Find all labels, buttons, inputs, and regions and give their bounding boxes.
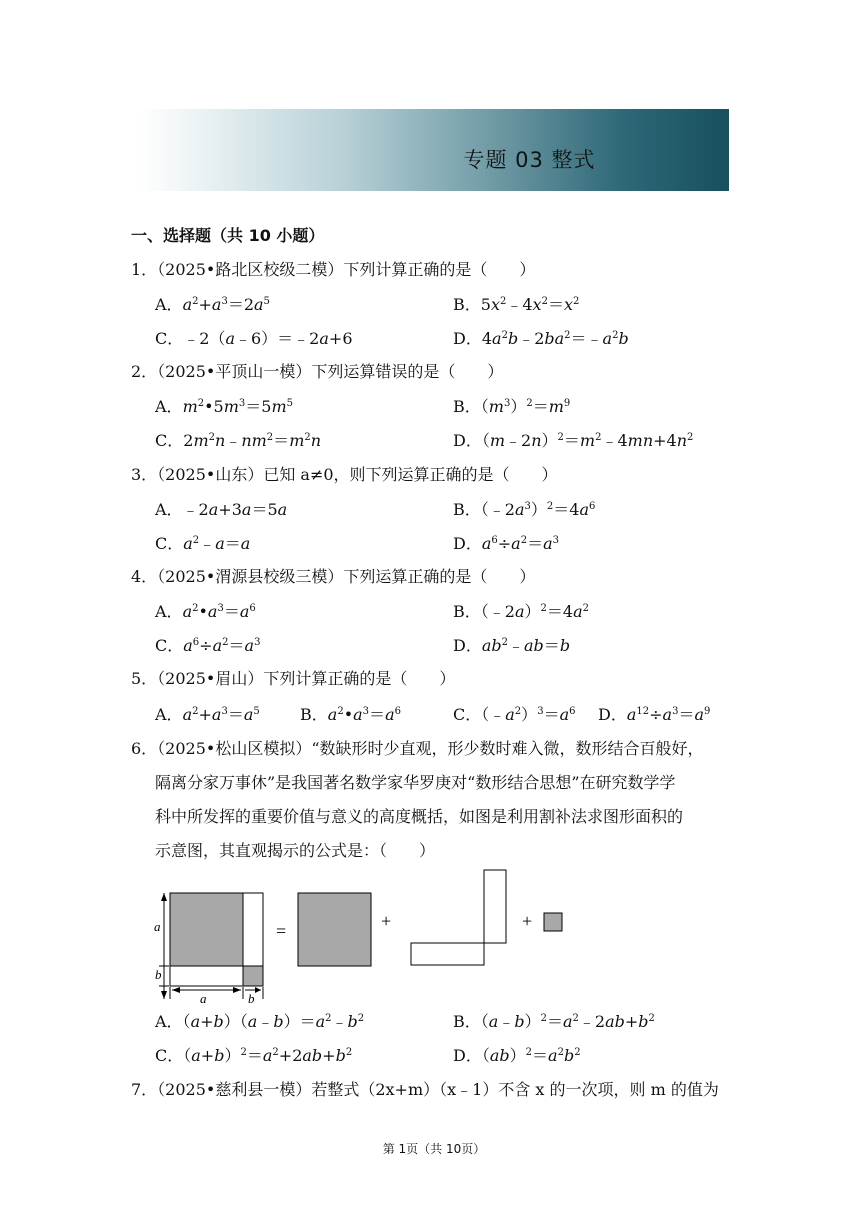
question-1-stem: 1．（2025•路北区校级二模）下列计算正确的是（ ）	[131, 260, 536, 279]
q6-option-b: B．$(a﹣b)^2=a^2﹣2ab+b^2$	[453, 1012, 655, 1031]
q2-option-b: B．$(m^3)^2=m^9$	[453, 397, 571, 416]
plus-sign-1: +	[381, 911, 392, 931]
q1-option-d: D．$4a^2b﹣2ba^2=﹣a^2b$	[453, 329, 629, 348]
bottom-label-a: a	[200, 991, 207, 1005]
section-title: 一、选择题（共 10 小题）	[131, 226, 325, 245]
q1-option-c: C．﹣2（a﹣6）＝﹣2a+6	[155, 329, 353, 348]
result-small-square	[544, 913, 562, 931]
area-diagram	[150, 865, 580, 1005]
vertical-strip	[484, 870, 506, 943]
horizontal-strip	[411, 943, 484, 965]
q2-option-c: C．$2m^2n﹣nm^2=m^2n$	[155, 431, 322, 450]
q4-option-b: B．$(﹣2a)^2=4a^2$	[453, 602, 589, 621]
q5-option-b: B．$a^2•a^3=a^6$	[300, 705, 401, 724]
question-7-stem: 7．（2025•慈利县一模）若整式（2x+m）（x﹣1）不含 x 的一次项，则 m 的值为	[131, 1080, 719, 1099]
result-large-square	[298, 893, 371, 966]
equals-sign: =	[276, 921, 287, 941]
question-5-stem: 5．（2025•眉山）下列计算正确的是（ ）	[131, 669, 456, 688]
question-2-stem: 2．（2025•平顶山一模）下列运算错误的是（ ）	[131, 362, 504, 381]
q1-option-a: A．$a^2+a^3=2a^5$	[155, 295, 270, 314]
question-6-line-2: 隔离分家万事休”是我国著名数学家华罗庚对“数形结合思想”在研究数学学	[155, 773, 676, 792]
q4-option-c: C．$a^6\div a^2=a^3$	[155, 636, 261, 655]
q4-option-d: D．$ab^2﹣ab=b$	[453, 636, 571, 655]
q6-option-a: A．$(a+b)(a﹣b)=a^2﹣b^2$	[155, 1012, 365, 1031]
q3-option-c: C．$a^2﹣a=a$	[155, 534, 251, 553]
q5-option-a: A．$a^2+a^3=a^5$	[155, 705, 260, 724]
side-label-b: b	[155, 967, 162, 982]
q3-option-a: A．﹣2a+3a＝5a	[155, 500, 288, 519]
small-square	[243, 966, 263, 986]
q6-option-d: D．$(ab)^2=a^2b^2$	[453, 1046, 581, 1065]
q3-option-d: D．$a^6\div a^2=a^3$	[453, 534, 560, 553]
plus-sign-2: +	[522, 911, 533, 931]
q2-option-d: D．$(m﹣2n)^2=m^2﹣4mn+4n^2$	[453, 431, 694, 450]
question-3-stem: 3．（2025•山东）已知 a≠0，则下列运算正确的是（ ）	[131, 465, 558, 484]
question-6-line-3: 科中所发挥的重要价值与意义的高度概括，如图是利用割补法求图形面积的	[155, 807, 684, 826]
question-6-line-4: 示意图，其直观揭示的公式是：（ ）	[155, 841, 436, 860]
q1-option-b: B．$5x^2﹣4x^2=x^2$	[453, 295, 580, 314]
bottom-label-b: b	[248, 991, 255, 1005]
q5-option-c: C．$(﹣a^2)^3=a^6$	[453, 705, 576, 724]
q3-option-b: B．$(﹣2a^3)^2=4a^6$	[453, 500, 596, 519]
large-square	[170, 893, 243, 966]
q4-option-a: A．$a^2•a^3=a^6$	[155, 602, 256, 621]
page-title: 专题 03 整式	[463, 148, 596, 172]
page-footer: 第 1页（共 10页）	[382, 1142, 486, 1156]
question-6-line-1: 6．（2025•松山区模拟）“数缺形时少直观，形少数时难入微，数形结合百般好，	[131, 739, 704, 758]
title-banner	[140, 109, 729, 191]
side-label-a: a	[154, 919, 161, 934]
q2-option-a: A．$m^2•5m^3=5m^5$	[155, 397, 294, 416]
q6-option-c: C．$(a+b)^2=a^2+2ab+b^2$	[155, 1046, 353, 1065]
question-4-stem: 4．（2025•渭源县校级三模）下列运算正确的是（ ）	[131, 567, 536, 586]
q5-option-d: D．$a^{12}\div a^3=a^9$	[598, 705, 711, 724]
